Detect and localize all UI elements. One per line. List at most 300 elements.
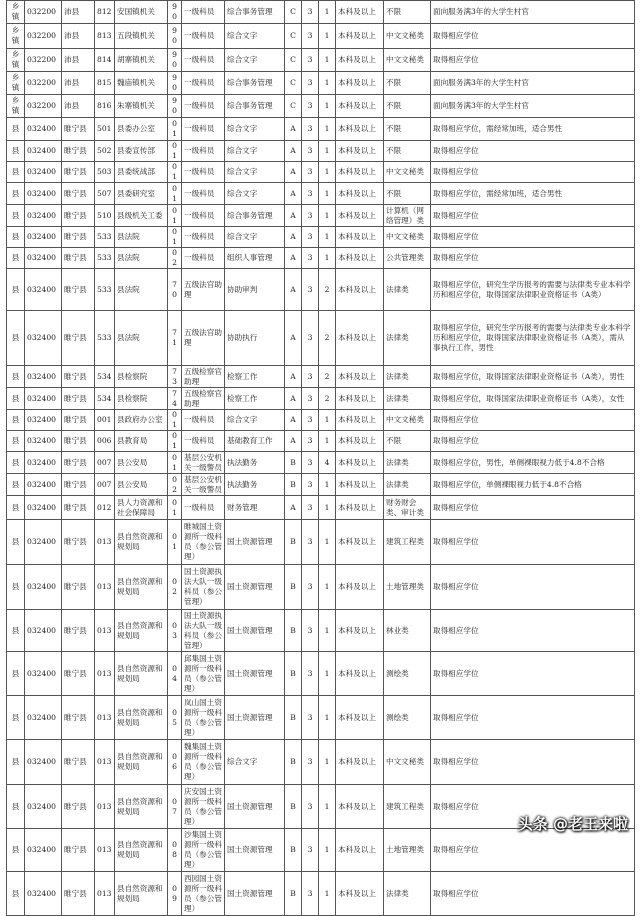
cell-category: C [285, 24, 302, 49]
cell-category: B [285, 829, 302, 872]
cell-post-code: 09 [168, 872, 182, 916]
cell-major: 计算机（网络管理）类 [384, 205, 431, 227]
cell-headcount: 1 [319, 610, 336, 652]
cell-duty: 财务管理 [225, 496, 285, 520]
cell-position: 一级科员 [182, 431, 225, 452]
cell-dept-code: 013 [95, 610, 115, 652]
cell-area-code: 032400 [25, 248, 62, 269]
cell-headcount: 1 [319, 183, 336, 205]
cell-level: 县 [7, 141, 25, 162]
cell-position: 一级科员 [182, 227, 225, 248]
cell-county: 睢宁县 [62, 366, 95, 388]
cell-position: 一级科员 [182, 95, 225, 118]
cell-area-code: 032400 [25, 410, 62, 431]
cell-area-code: 032200 [25, 72, 62, 95]
cell-other-requirements: 取得相应学位 [431, 227, 635, 248]
cell-post-code: 90 [168, 72, 182, 95]
cell-position: 五级法官助理 [182, 269, 225, 311]
cell-post-code: 73 [168, 366, 182, 388]
cell-headcount: 1 [319, 205, 336, 227]
cell-category: B [285, 520, 302, 565]
cell-headcount: 1 [319, 162, 336, 183]
cell-department: 五段镇机关 [115, 24, 168, 49]
cell-duty: 综合文字 [225, 183, 285, 205]
cell-department: 朱寨镇机关 [115, 95, 168, 118]
cell-headcount: 1 [319, 474, 336, 496]
cell-other-requirements: 取得相应学位 [431, 652, 635, 696]
cell-duty: 综合事务管理 [225, 95, 285, 118]
table-row [7, 520, 635, 565]
cell-duty: 综合事务管理 [225, 205, 285, 227]
cell-dept-code: 001 [95, 410, 115, 431]
cell-other-requirements: 取得相应学位 [431, 610, 635, 652]
cell-post-code: 05 [168, 696, 182, 740]
cell-exam-ratio: 3 [302, 269, 319, 311]
cell-headcount: 1 [319, 565, 336, 610]
cell-level: 县 [7, 183, 25, 205]
cell-department: 县级机关工委 [115, 205, 168, 227]
table-row [7, 72, 635, 95]
cell-major: 公共管理类 [384, 248, 431, 269]
cell-education: 本科及以上 [336, 829, 384, 872]
cell-other-requirements: 取得相应学位 [431, 785, 635, 829]
cell-department: 县法院 [115, 227, 168, 248]
cell-dept-code: 533 [95, 311, 115, 366]
cell-area-code: 032400 [25, 162, 62, 183]
cell-exam-ratio: 3 [302, 205, 319, 227]
cell-post-code: 90 [168, 95, 182, 118]
cell-category: A [285, 227, 302, 248]
cell-level: 县 [7, 740, 25, 785]
cell-duty: 检察工作 [225, 388, 285, 410]
cell-duty: 检察工作 [225, 366, 285, 388]
cell-department: 县委宣传部 [115, 141, 168, 162]
cell-major: 不限 [384, 72, 431, 95]
table-row [7, 496, 635, 520]
cell-other-requirements: 取得相应学位 [431, 248, 635, 269]
cell-level: 县 [7, 431, 25, 452]
cell-education: 本科及以上 [336, 696, 384, 740]
cell-level: 县 [7, 269, 25, 311]
cell-post-code: 01 [168, 431, 182, 452]
table-row [7, 610, 635, 652]
cell-post-code: 07 [168, 785, 182, 829]
cell-area-code: 032400 [25, 785, 62, 829]
cell-exam-ratio: 3 [302, 652, 319, 696]
cell-county: 睢宁县 [62, 388, 95, 410]
cell-department: 县自然资源和规划局 [115, 610, 168, 652]
cell-headcount: 1 [319, 248, 336, 269]
cell-level: 乡镇 [7, 72, 25, 95]
cell-education: 本科及以上 [336, 565, 384, 610]
cell-category: A [285, 141, 302, 162]
cell-county: 睢宁县 [62, 652, 95, 696]
cell-post-code: 01 [168, 141, 182, 162]
cell-category: A [285, 410, 302, 431]
cell-major: 财务财会类、审计类 [384, 496, 431, 520]
cell-headcount: 1 [319, 431, 336, 452]
cell-duty: 国土资源管理 [225, 652, 285, 696]
cell-exam-ratio: 3 [302, 1, 319, 24]
cell-position: 一级科员 [182, 248, 225, 269]
table-row [7, 872, 635, 916]
cell-department: 魏庙镇机关 [115, 72, 168, 95]
table-row [7, 696, 635, 740]
cell-level: 县 [7, 388, 25, 410]
cell-area-code: 032400 [25, 227, 62, 248]
cell-headcount: 1 [319, 872, 336, 916]
cell-county: 沛县 [62, 72, 95, 95]
cell-county: 沛县 [62, 1, 95, 24]
cell-post-code: 06 [168, 740, 182, 785]
cell-position: 一级科员 [182, 141, 225, 162]
cell-level: 乡镇 [7, 95, 25, 118]
cell-category: B [285, 740, 302, 785]
cell-dept-code: 013 [95, 872, 115, 916]
cell-category: A [285, 496, 302, 520]
cell-department: 县法院 [115, 311, 168, 366]
cell-education: 本科及以上 [336, 311, 384, 366]
cell-dept-code: 813 [95, 24, 115, 49]
cell-category: C [285, 49, 302, 72]
cell-department: 县公安局 [115, 474, 168, 496]
cell-position: 一级科员 [182, 24, 225, 49]
cell-dept-code: 533 [95, 227, 115, 248]
cell-headcount: 1 [319, 829, 336, 872]
cell-exam-ratio: 3 [302, 610, 319, 652]
cell-level: 县 [7, 872, 25, 916]
cell-post-code: 03 [168, 610, 182, 652]
cell-dept-code: 534 [95, 366, 115, 388]
cell-area-code: 032400 [25, 872, 62, 916]
cell-post-code: 01 [168, 520, 182, 565]
cell-dept-code: 013 [95, 520, 115, 565]
cell-other-requirements: 取得相应学位，男性，单侧裸眼视力低于4.8不合格 [431, 452, 635, 474]
cell-department: 县检察院 [115, 366, 168, 388]
cell-category: A [285, 183, 302, 205]
cell-dept-code: 533 [95, 269, 115, 311]
cell-position: 一级科员 [182, 205, 225, 227]
cell-exam-ratio: 3 [302, 474, 319, 496]
cell-other-requirements: 取得相应学位 [431, 740, 635, 785]
cell-other-requirements: 取得相应学位，单侧裸眼视力低于4.8不合格 [431, 474, 635, 496]
cell-level: 县 [7, 452, 25, 474]
cell-county: 睢宁县 [62, 162, 95, 183]
cell-position: 一级科员 [182, 49, 225, 72]
cell-dept-code: 013 [95, 696, 115, 740]
cell-headcount: 1 [319, 785, 336, 829]
cell-area-code: 032400 [25, 740, 62, 785]
cell-duty: 国土资源管理 [225, 829, 285, 872]
cell-position: 一级科员 [182, 183, 225, 205]
cell-other-requirements: 面向服务满3年的大学生村官 [431, 95, 635, 118]
cell-category: A [285, 431, 302, 452]
cell-county: 睢宁县 [62, 431, 95, 452]
cell-post-code: 74 [168, 388, 182, 410]
cell-exam-ratio: 3 [302, 520, 319, 565]
cell-level: 县 [7, 829, 25, 872]
cell-level: 县 [7, 162, 25, 183]
cell-other-requirements: 取得相应学位 [431, 24, 635, 49]
cell-major: 中文文秘类 [384, 227, 431, 248]
cell-county: 睢宁县 [62, 227, 95, 248]
cell-other-requirements: 取得相应学位 [431, 565, 635, 610]
cell-exam-ratio: 3 [302, 431, 319, 452]
cell-duty: 国土资源管理 [225, 696, 285, 740]
cell-position: 一级科员 [182, 118, 225, 141]
cell-position: 基层公安机关一级警员 [182, 474, 225, 496]
cell-position: 西园国土资源所一级科员（参公管理） [182, 872, 225, 916]
cell-dept-code: 013 [95, 785, 115, 829]
cell-major: 林业类 [384, 610, 431, 652]
cell-major: 法律类 [384, 311, 431, 366]
cell-education: 本科及以上 [336, 610, 384, 652]
cell-duty: 国土资源管理 [225, 872, 285, 916]
cell-major: 法律类 [384, 388, 431, 410]
cell-position: 魏集国土资源所一级科员（参公管理） [182, 740, 225, 785]
cell-level: 县 [7, 474, 25, 496]
cell-county: 睢宁县 [62, 829, 95, 872]
cell-major: 中文文秘类 [384, 740, 431, 785]
cell-level: 县 [7, 227, 25, 248]
table-row [7, 474, 635, 496]
cell-area-code: 032400 [25, 269, 62, 311]
cell-county: 睢宁县 [62, 141, 95, 162]
cell-major: 土地管理类 [384, 565, 431, 610]
cell-level: 县 [7, 785, 25, 829]
table-row [7, 431, 635, 452]
cell-post-code: 70 [168, 269, 182, 311]
cell-department: 县委办公室 [115, 118, 168, 141]
cell-position: 一级科员 [182, 162, 225, 183]
cell-position: 国土资源执法大队一级科员（参公管理） [182, 610, 225, 652]
cell-category: B [285, 696, 302, 740]
cell-county: 睢宁县 [62, 118, 95, 141]
cell-headcount: 1 [319, 696, 336, 740]
cell-exam-ratio: 3 [302, 183, 319, 205]
table-row [7, 269, 635, 311]
cell-major: 不限 [384, 95, 431, 118]
cell-exam-ratio: 3 [302, 366, 319, 388]
cell-county: 睢宁县 [62, 205, 95, 227]
cell-duty: 组织人事管理 [225, 248, 285, 269]
cell-exam-ratio: 3 [302, 227, 319, 248]
cell-category: A [285, 269, 302, 311]
cell-education: 本科及以上 [336, 1, 384, 24]
cell-exam-ratio: 3 [302, 829, 319, 872]
cell-position: 岚山国土资源所一级科员（参公管理） [182, 696, 225, 740]
cell-level: 县 [7, 610, 25, 652]
cell-department: 县委统战部 [115, 162, 168, 183]
cell-level: 县 [7, 410, 25, 431]
cell-other-requirements: 取得相应学位 [431, 829, 635, 872]
cell-position: 一级科员 [182, 410, 225, 431]
cell-area-code: 032200 [25, 95, 62, 118]
cell-county: 睢宁县 [62, 696, 95, 740]
cell-department: 县公安局 [115, 452, 168, 474]
cell-major: 测绘类 [384, 696, 431, 740]
cell-area-code: 032400 [25, 696, 62, 740]
cell-category: C [285, 72, 302, 95]
cell-dept-code: 501 [95, 118, 115, 141]
cell-position: 基层公安机关一级警员 [182, 452, 225, 474]
cell-other-requirements: 取得相应学位 [431, 872, 635, 916]
cell-category: A [285, 248, 302, 269]
cell-category: A [285, 118, 302, 141]
cell-department: 县自然资源和规划局 [115, 565, 168, 610]
cell-duty: 综合文字 [225, 410, 285, 431]
cell-department: 县法院 [115, 269, 168, 311]
cell-headcount: 2 [319, 311, 336, 366]
cell-position: 庆安国土资源所一级科员（参公管理） [182, 785, 225, 829]
cell-position: 邱集国土资源所一级科员（参公管理） [182, 652, 225, 696]
table-row [7, 410, 635, 431]
cell-exam-ratio: 3 [302, 565, 319, 610]
cell-dept-code: 503 [95, 162, 115, 183]
cell-level: 乡镇 [7, 24, 25, 49]
cell-department: 县法院 [115, 248, 168, 269]
cell-major: 不限 [384, 431, 431, 452]
cell-headcount: 1 [319, 740, 336, 785]
cell-headcount: 1 [319, 520, 336, 565]
recruitment-table [6, 0, 635, 916]
cell-post-code: 01 [168, 227, 182, 248]
cell-education: 本科及以上 [336, 431, 384, 452]
cell-category: B [285, 565, 302, 610]
cell-post-code: 04 [168, 652, 182, 696]
cell-county: 睢宁县 [62, 872, 95, 916]
cell-category: C [285, 1, 302, 24]
cell-duty: 综合文字 [225, 162, 285, 183]
cell-education: 本科及以上 [336, 520, 384, 565]
cell-area-code: 032400 [25, 452, 62, 474]
cell-county: 睢宁县 [62, 452, 95, 474]
cell-duty: 综合文字 [225, 24, 285, 49]
cell-duty: 综合事务管理 [225, 1, 285, 24]
table-row [7, 652, 635, 696]
cell-post-code: 71 [168, 311, 182, 366]
cell-position: 一级科员 [182, 496, 225, 520]
cell-area-code: 032400 [25, 474, 62, 496]
table-row [7, 95, 635, 118]
table-row [7, 49, 635, 72]
cell-area-code: 032400 [25, 388, 62, 410]
cell-department: 县自然资源和规划局 [115, 696, 168, 740]
cell-dept-code: 013 [95, 829, 115, 872]
cell-level: 县 [7, 565, 25, 610]
cell-county: 睢宁县 [62, 410, 95, 431]
table-row [7, 183, 635, 205]
cell-dept-code: 814 [95, 49, 115, 72]
cell-major: 法律类 [384, 269, 431, 311]
table-row [7, 366, 635, 388]
cell-other-requirements: 面向服务满3年的大学生村官 [431, 1, 635, 24]
cell-duty: 执法勤务 [225, 474, 285, 496]
table-row [7, 24, 635, 49]
cell-county: 沛县 [62, 49, 95, 72]
table-row [7, 205, 635, 227]
cell-county: 睢宁县 [62, 248, 95, 269]
cell-category: B [285, 474, 302, 496]
cell-exam-ratio: 3 [302, 118, 319, 141]
cell-exam-ratio: 3 [302, 95, 319, 118]
table-row [7, 829, 635, 872]
cell-area-code: 032400 [25, 496, 62, 520]
cell-dept-code: 012 [95, 496, 115, 520]
cell-dept-code: 507 [95, 183, 115, 205]
cell-other-requirements: 取得相应学位，研究生学历报考的需要与法律类专业本科学历和相应学位，取得国家法律职业资格证书（A类），需从事执行工作，男性 [431, 311, 635, 366]
cell-major: 法律类 [384, 452, 431, 474]
cell-exam-ratio: 3 [302, 496, 319, 520]
cell-area-code: 032200 [25, 49, 62, 72]
cell-education: 本科及以上 [336, 141, 384, 162]
cell-position: 五级检察官助理 [182, 388, 225, 410]
cell-area-code: 032400 [25, 565, 62, 610]
cell-duty: 协助执行 [225, 311, 285, 366]
cell-area-code: 032400 [25, 183, 62, 205]
cell-post-code: 08 [168, 829, 182, 872]
cell-education: 本科及以上 [336, 872, 384, 916]
cell-other-requirements: 取得相应学位 [431, 141, 635, 162]
cell-level: 县 [7, 520, 25, 565]
table-row [7, 162, 635, 183]
cell-education: 本科及以上 [336, 474, 384, 496]
table-row [7, 388, 635, 410]
cell-duty: 基础教育工作 [225, 431, 285, 452]
cell-position: 一级科员 [182, 1, 225, 24]
cell-other-requirements: 取得相应学位 [431, 205, 635, 227]
cell-category: A [285, 311, 302, 366]
cell-exam-ratio: 3 [302, 696, 319, 740]
cell-county: 睢宁县 [62, 785, 95, 829]
cell-exam-ratio: 3 [302, 72, 319, 95]
cell-dept-code: 502 [95, 141, 115, 162]
cell-education: 本科及以上 [336, 410, 384, 431]
cell-department: 县教育局 [115, 431, 168, 452]
cell-education: 本科及以上 [336, 205, 384, 227]
cell-headcount: 1 [319, 72, 336, 95]
cell-level: 县 [7, 118, 25, 141]
watermark: 头条 @老王来啦 [517, 815, 628, 833]
cell-headcount: 1 [319, 95, 336, 118]
cell-department: 县自然资源和规划局 [115, 652, 168, 696]
cell-post-code: 01 [168, 496, 182, 520]
table-row [7, 452, 635, 474]
cell-county: 睢宁县 [62, 565, 95, 610]
cell-category: C [285, 95, 302, 118]
cell-headcount: 1 [319, 1, 336, 24]
cell-county: 睢宁县 [62, 610, 95, 652]
cell-county: 沛县 [62, 24, 95, 49]
cell-post-code: 02 [168, 474, 182, 496]
cell-post-code: 01 [168, 452, 182, 474]
cell-county: 睢宁县 [62, 740, 95, 785]
cell-dept-code: 006 [95, 431, 115, 452]
cell-major: 建筑工程类 [384, 785, 431, 829]
cell-other-requirements: 取得相应学位，取得国家法律职业资格证书（A类），男性 [431, 366, 635, 388]
cell-other-requirements: 取得相应学位 [431, 162, 635, 183]
cell-headcount: 1 [319, 141, 336, 162]
cell-area-code: 032400 [25, 205, 62, 227]
cell-major: 中文文秘类 [384, 410, 431, 431]
cell-position: 国土资源执法大队一级科员（参公管理） [182, 565, 225, 610]
cell-area-code: 032400 [25, 431, 62, 452]
cell-position: 睢城国土资源所一级科员（参公管理） [182, 520, 225, 565]
cell-exam-ratio: 3 [302, 785, 319, 829]
cell-area-code: 032400 [25, 829, 62, 872]
cell-other-requirements: 取得相应学位 [431, 696, 635, 740]
cell-area-code: 032400 [25, 118, 62, 141]
